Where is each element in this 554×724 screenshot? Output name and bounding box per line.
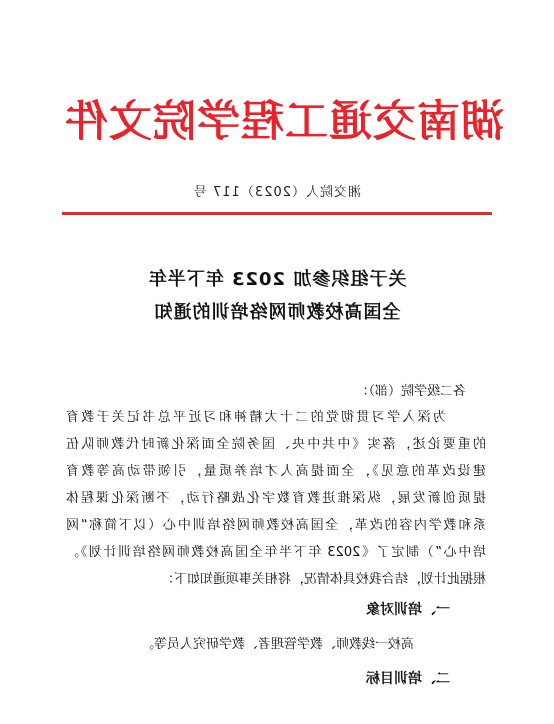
notice-title-line-1: 关于组织参加 2023 年下半年	[147, 269, 407, 290]
paragraph-line: 建设改革的意见》，全面提高人才培养质量，引领带动高等教育	[66, 464, 486, 479]
section-heading-training-goal: 二、培训目标	[366, 671, 450, 687]
paragraph-line: 的重要论述，落实《中共中央、国务院全面深化新时代教师队伍	[66, 437, 486, 452]
paragraph-line: 提质创新发展，纵深推进教育数字化战略行动，不断深化课程体	[66, 491, 486, 506]
addressee: 各二级学院（部）：	[355, 384, 466, 399]
red-rule-divider	[62, 212, 492, 215]
intro-paragraph	[66, 404, 486, 593]
section-heading-training-target: 一、培训对象	[366, 602, 450, 618]
document-number: 湘交院人（2023）117 号	[192, 185, 362, 200]
masthead-title: 湖南交通工程学院文件	[64, 97, 504, 147]
paragraph-line: 根据此计划，结合我校具体情况，将相关事项通知如下：	[160, 572, 486, 587]
paragraph-line: 培中心”）制定了《2023 年下半年全国高校教师网络培训计划》。	[66, 545, 486, 560]
paragraph-line: 为深入学习贯彻党的二十大精神和习近平总书记关于教育	[66, 410, 446, 425]
notice-title-line-2: 全国高校教师网络培训的通知	[153, 302, 401, 323]
section-body-training-target: 高校一线教师、教学管理者、教学研究人员等。	[140, 637, 414, 652]
paragraph-line: 系和教学内容的改革，全国高校教师网络培训中心（以下简称“网	[66, 518, 486, 533]
